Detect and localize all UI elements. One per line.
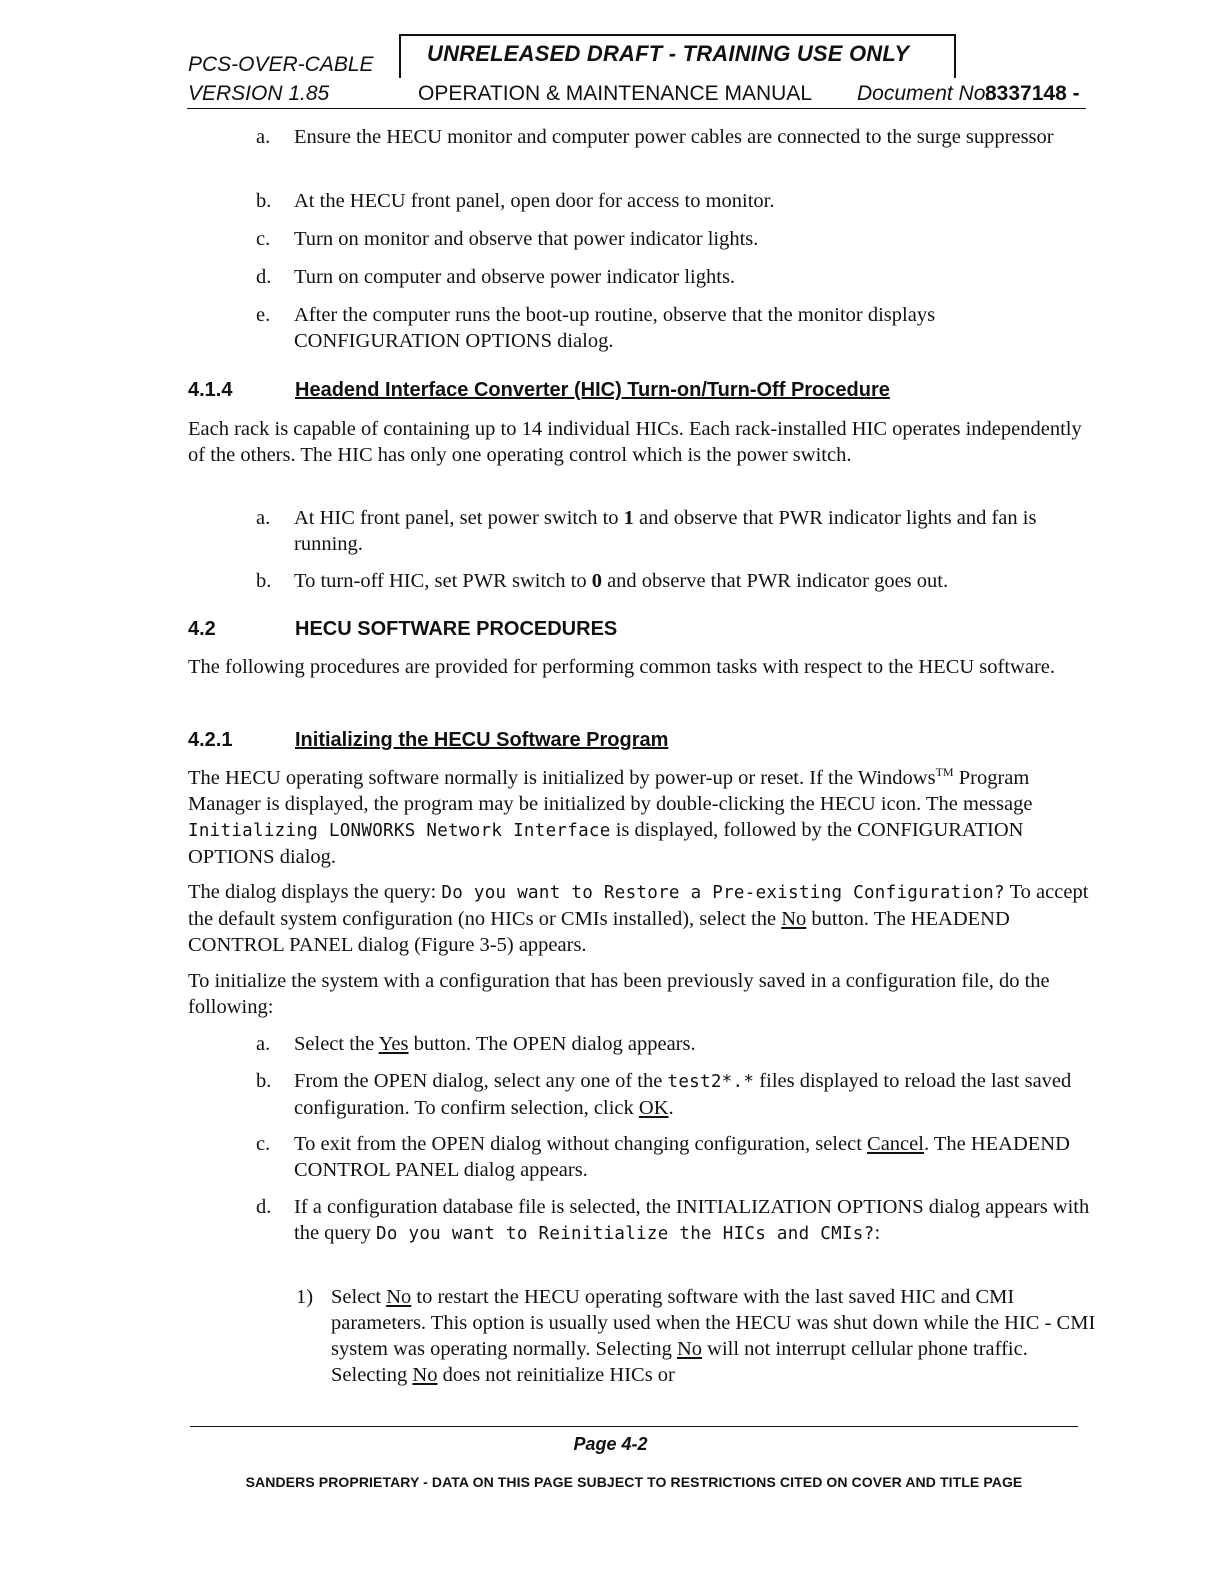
section-title: Initializing the HECU Software Program xyxy=(295,729,669,751)
list-item xyxy=(256,124,1106,150)
list-label: a. xyxy=(256,126,271,148)
no-button-reference: No xyxy=(386,1286,412,1308)
list-item xyxy=(256,264,1106,290)
section-421-paragraph-3: To initialize the system with a configuration that has been previously saved in a configuration file, do the following: xyxy=(188,970,1050,1018)
document-number: 8337148 - xyxy=(985,82,1080,105)
dialog-query: Do you want to Restore a Pre-existing Configuration? xyxy=(441,883,1005,903)
section-421-paragraph-2: The dialog displays the query: Do you want to Restore a Pre-existing Configuration? To accept the default system configuration (no HICs or CMIs installed), select the No button. The HEADEND CONTROL PANEL dialog (Figure 3-5) appears. xyxy=(188,881,1089,956)
list-item xyxy=(256,568,1106,594)
list-text: Select No to restart the HECU operating software with the last saved HIC and CMI parameters. This option is usually used when the HECU was shut down while the HIC - CMI system was operating normally. Selecting No will not interrupt cellular phone traffic. Selecting No does not reinitialize HICs or xyxy=(331,1286,1096,1386)
draft-banner-box xyxy=(399,34,956,78)
header-product: PCS-OVER-CABLE xyxy=(188,53,374,76)
file-pattern: test2*.* xyxy=(667,1072,755,1092)
list-text: From the OPEN dialog, select any one of the test2*.* files displayed to reload the last saved configuration. To confirm selection, click OK. xyxy=(294,1070,1072,1119)
trademark-symbol: TM xyxy=(935,765,954,780)
section-414-intro: Each rack is capable of containing up to 14 individual HICs. Each rack-installed HIC operates independently of the others. The HIC has only one operating control which is the power switch. xyxy=(188,418,1082,466)
no-button-reference: No xyxy=(781,908,807,930)
footer-divider xyxy=(190,1426,1078,1427)
list-item xyxy=(256,505,1106,557)
section-42-intro: The following procedures are provided for performing common tasks with respect to the HECU software. xyxy=(188,656,1056,678)
list-text: After the computer runs the boot-up routine, observe that the monitor displays CONFIGURATION OPTIONS dialog. xyxy=(294,304,936,352)
switch-value: 1 xyxy=(623,507,634,529)
list-label: e. xyxy=(256,304,271,326)
no-button-reference: No xyxy=(676,1338,703,1360)
yes-button-reference: Yes xyxy=(378,1033,409,1055)
header-version: VERSION 1.85 xyxy=(188,82,330,105)
dialog-query: Do you want to Reinitialize the HICs and CMIs? xyxy=(375,1224,875,1244)
section-number: 4.2.1 xyxy=(188,729,233,751)
list-label: 1) xyxy=(296,1286,314,1308)
proprietary-notice: SANDERS PROPRIETARY - DATA ON THIS PAGE SUBJECT TO RESTRICTIONS CITED ON COVER AND TITLE PAGE xyxy=(245,1474,1023,1490)
status-message: Initializing LONWORKS Network Interface xyxy=(188,821,611,841)
list-text: To exit from the OPEN dialog without changing configuration, select Cancel. The HEADEND CONTROL PANEL dialog appears. xyxy=(294,1133,1070,1181)
list-item xyxy=(256,1068,1106,1121)
list-item xyxy=(256,188,1106,214)
list-text: At HIC front panel, set power switch to 1 and observe that PWR indicator lights and fan is running. xyxy=(294,507,1037,555)
list-label: b. xyxy=(256,1070,272,1092)
no-button-reference: No xyxy=(412,1364,438,1386)
list-label: a. xyxy=(256,507,271,529)
section-title: HECU SOFTWARE PROCEDURES xyxy=(295,618,618,640)
switch-value: 0 xyxy=(591,570,602,592)
list-item xyxy=(256,1031,1106,1057)
section-title: Headend Interface Converter (HIC) Turn-on/Turn-Off Procedure xyxy=(295,379,890,401)
header-divider xyxy=(187,108,1086,109)
document-label: Document No. xyxy=(857,82,992,105)
list-text: Select the Yes button. The OPEN dialog appears. xyxy=(294,1033,696,1055)
cancel-button-reference: Cancel xyxy=(867,1133,924,1155)
section-421-paragraph-1: The HECU operating software normally is initialized by power-up or reset. If the Windows™ Program Manager is displayed, the program may be initialized by double-clicking the HECU icon. The message Initializing LONWORKS Network Interface is displayed, followed by the CONFIGURATION OPTIONS dialog. xyxy=(188,765,1033,868)
list-text: To turn-off HIC, set PWR switch to 0 and observe that PWR indicator goes out. xyxy=(294,570,949,592)
list-label: d. xyxy=(256,1196,272,1218)
list-label: c. xyxy=(256,228,271,250)
section-number: 4.1.4 xyxy=(188,379,233,401)
list-label: a. xyxy=(256,1033,271,1055)
list-label: b. xyxy=(256,190,272,212)
list-text: At the HECU front panel, open door for access to monitor. xyxy=(294,190,775,212)
manual-title: OPERATION & MAINTENANCE MANUAL xyxy=(418,82,812,105)
list-text: Turn on computer and observe power indicator lights. xyxy=(294,266,736,288)
page-number: Page 4-2 xyxy=(573,1434,648,1454)
sub-list-item xyxy=(296,1284,1108,1388)
list-text: If a configuration database file is selected, the INITIALIZATION OPTIONS dialog appears with the query Do you want to Reinitialize the HICs and CMIs?: xyxy=(294,1196,1090,1244)
section-number: 4.2 xyxy=(188,618,216,640)
list-item xyxy=(256,302,1106,354)
list-label: b. xyxy=(256,570,272,592)
list-item xyxy=(256,1131,1106,1183)
ok-button-reference: OK xyxy=(638,1097,669,1119)
list-label: d. xyxy=(256,266,272,288)
list-item xyxy=(256,1194,1106,1247)
list-label: c. xyxy=(256,1133,271,1155)
list-text: Turn on monitor and observe that power indicator lights. xyxy=(294,228,759,250)
list-text: Ensure the HECU monitor and computer power cables are connected to the surge suppressor xyxy=(294,126,1054,148)
draft-banner: UNRELEASED DRAFT - TRAINING USE ONLY xyxy=(427,41,910,66)
list-item xyxy=(256,226,1106,252)
